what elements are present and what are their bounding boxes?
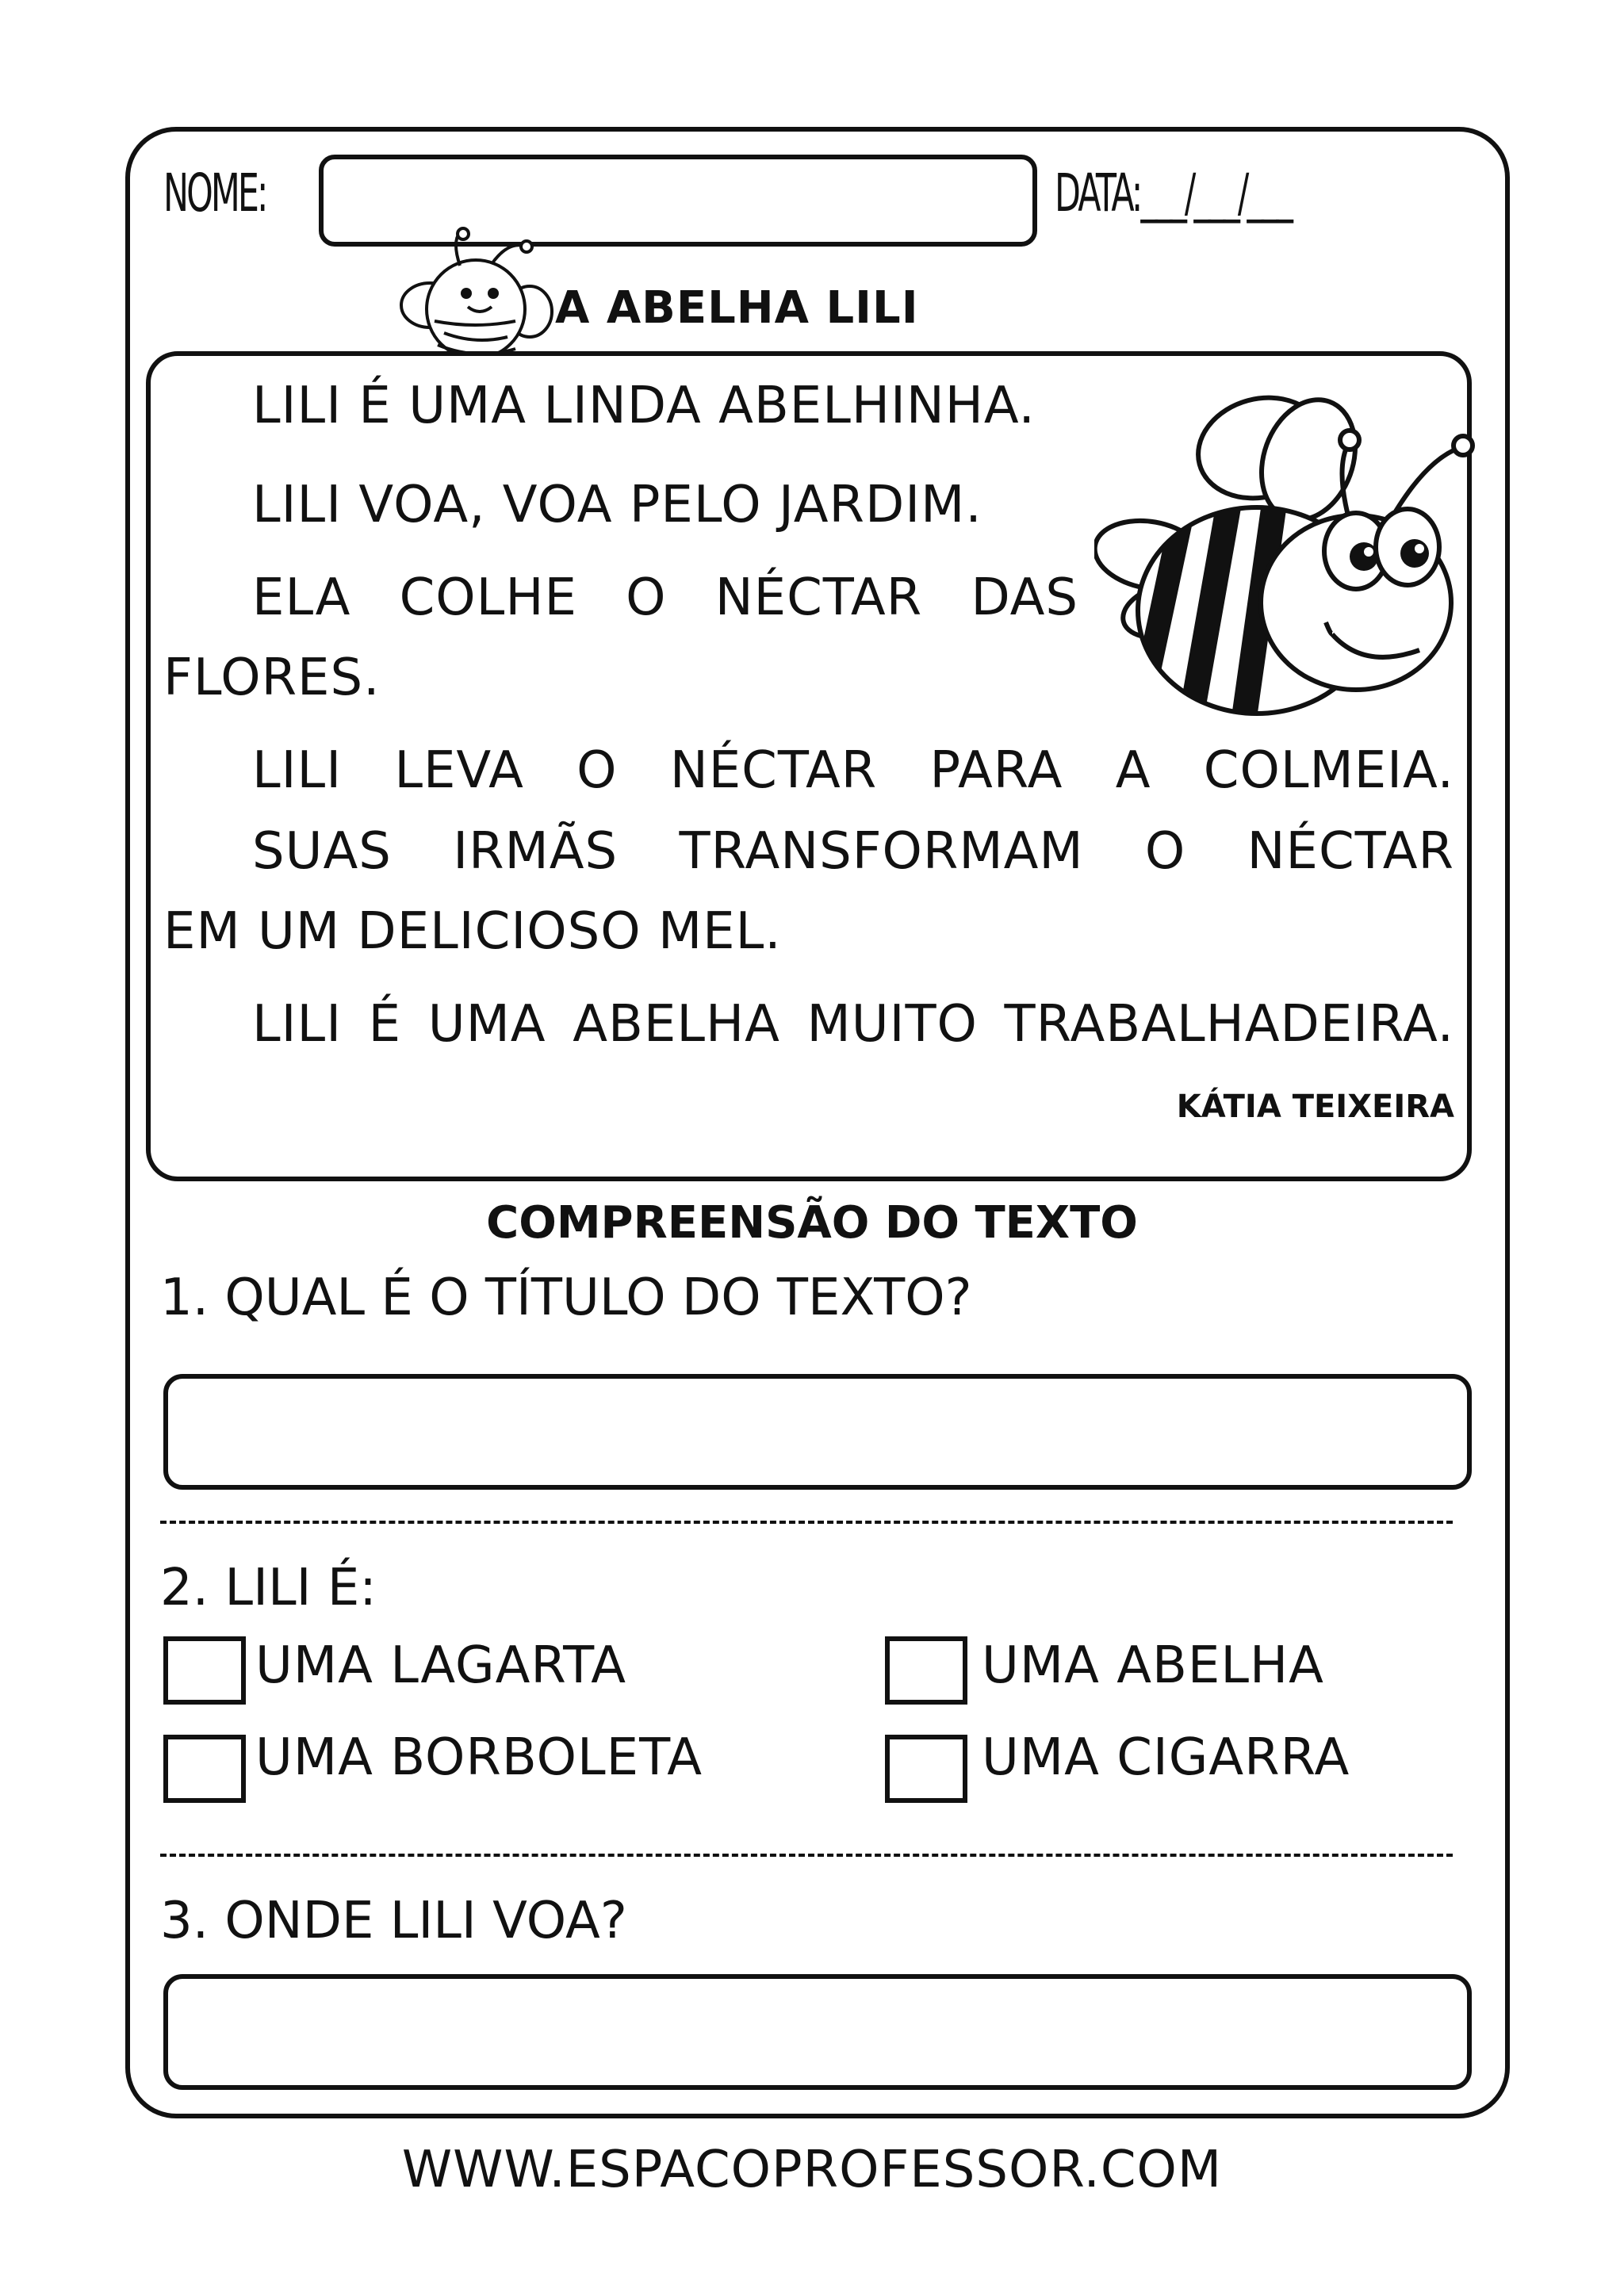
- story-line-3a: ELA COLHE O NÉCTAR DAS: [252, 568, 1078, 627]
- question-3: 3. ONDE LILI VOA?: [160, 1892, 627, 1950]
- question-2: 2. LILI É:: [160, 1559, 377, 1617]
- story-line-3b: FLORES.: [163, 649, 381, 707]
- question-1: 1. QUAL É O TÍTULO DO TEXTO?: [160, 1269, 972, 1327]
- divider-1: [160, 1521, 1453, 1524]
- option-cigarra-label: UMA CIGARRA: [982, 1728, 1350, 1787]
- option-lagarta-checkbox[interactable]: [163, 1636, 246, 1705]
- date-label: DATA:___/___/___: [1055, 163, 1291, 224]
- story-author: KÁTIA TEIXEIRA: [1176, 1089, 1454, 1125]
- story-line-1: LILI É UMA LINDA ABELHINHA.: [252, 377, 1036, 435]
- big-bee-icon: [1094, 373, 1475, 745]
- divider-2: [160, 1854, 1453, 1857]
- option-abelha-checkbox[interactable]: [885, 1636, 967, 1705]
- option-borboleta-checkbox[interactable]: [163, 1735, 246, 1803]
- story-line-4: LILI LEVA O NÉCTAR PARA A COLMEIA.: [252, 741, 1454, 800]
- option-abelha-label: UMA ABELHA: [982, 1636, 1324, 1695]
- footer-website: WWW.ESPACOPROFESSOR.COM: [401, 2141, 1223, 2199]
- story-line-5b: EM UM DELICIOSO MEL.: [163, 902, 782, 961]
- option-lagarta-label: UMA LAGARTA: [255, 1636, 627, 1695]
- name-label: NOME:: [163, 163, 266, 224]
- answer-3-field[interactable]: [163, 1974, 1472, 2090]
- story-line-2: LILI VOA, VOA PELO JARDIM.: [252, 476, 982, 534]
- option-cigarra-checkbox[interactable]: [885, 1735, 967, 1803]
- story-line-6: LILI É UMA ABELHA MUITO TRABALHADEIRA.: [252, 995, 1454, 1054]
- option-borboleta-label: UMA BORBOLETA: [255, 1728, 703, 1787]
- comprehension-heading: COMPREENSÃO DO TEXTO: [486, 1197, 1138, 1249]
- story-title: A ABELHA LILI: [555, 282, 919, 334]
- answer-1-field[interactable]: [163, 1374, 1472, 1490]
- story-line-5a: SUAS IRMÃS TRANSFORMAM O NÉCTAR: [252, 822, 1454, 881]
